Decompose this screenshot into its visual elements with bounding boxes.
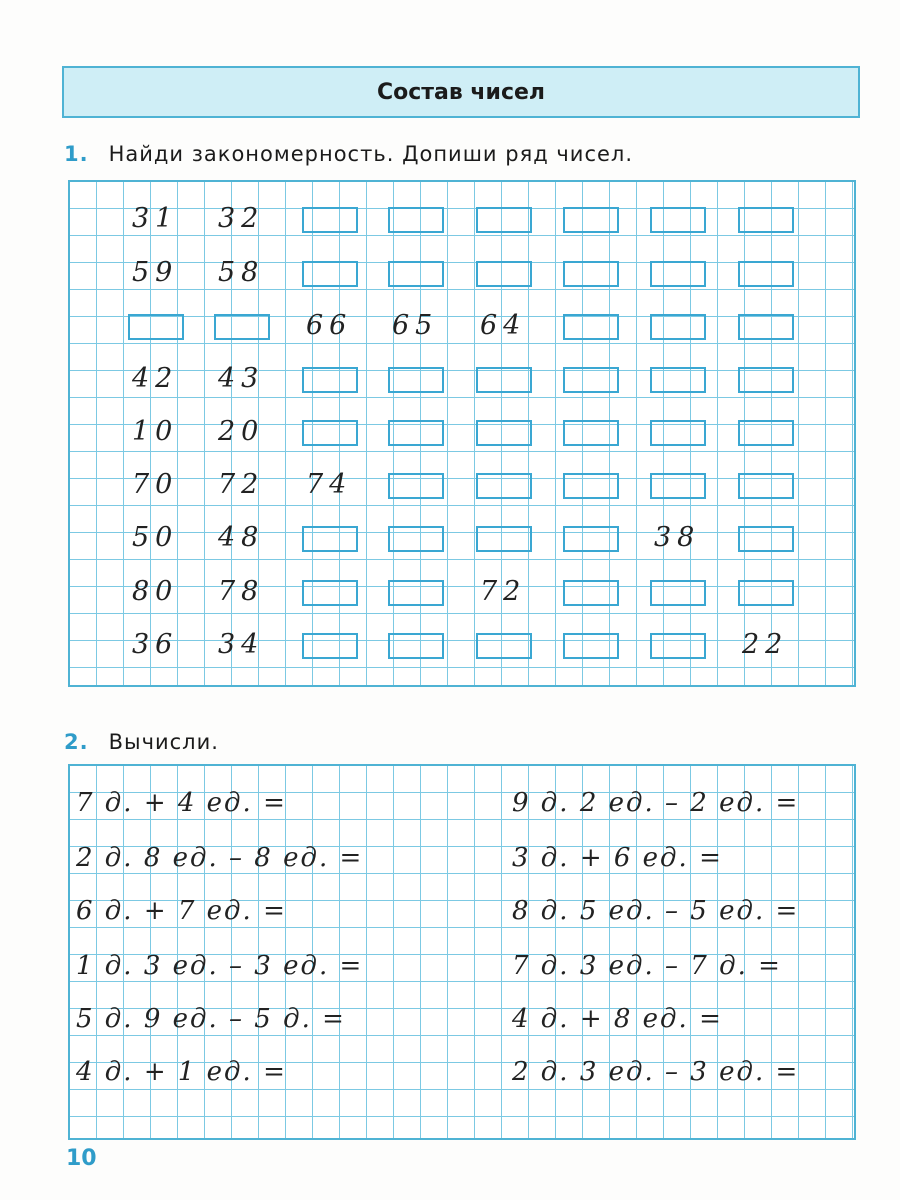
answer-box[interactable] xyxy=(650,367,706,393)
page-title: Состав чисел xyxy=(376,79,546,105)
answer-box[interactable] xyxy=(476,367,532,393)
answer-box[interactable] xyxy=(563,261,619,287)
task-2-number: 2. xyxy=(64,730,89,754)
expression-left: 1 д. 3 ед. – 3 ед. = xyxy=(76,951,364,981)
answer-box[interactable] xyxy=(650,261,706,287)
answer-box[interactable] xyxy=(650,473,706,499)
sequence-number: 72 xyxy=(480,576,527,607)
expression-left: 5 д. 9 ед. – 5 д. = xyxy=(76,1004,346,1034)
answer-box[interactable] xyxy=(128,314,184,340)
sequence-number: 64 xyxy=(480,310,527,341)
answer-box[interactable] xyxy=(388,473,444,499)
sequence-number: 48 xyxy=(218,522,265,553)
page-number: 10 xyxy=(66,1146,97,1171)
sequence-number: 34 xyxy=(218,629,265,660)
sequence-number: 22 xyxy=(742,629,789,660)
answer-box[interactable] xyxy=(388,207,444,233)
sequence-number: 20 xyxy=(218,416,265,447)
answer-box[interactable] xyxy=(650,207,706,233)
answer-box[interactable] xyxy=(650,633,706,659)
answer-box[interactable] xyxy=(563,473,619,499)
sequence-number: 58 xyxy=(218,257,265,288)
answer-box[interactable] xyxy=(302,633,358,659)
answer-box[interactable] xyxy=(563,420,619,446)
expression-right: 7 д. 3 ед. – 7 д. = xyxy=(512,951,782,981)
sequence-number: 59 xyxy=(132,257,179,288)
answer-box[interactable] xyxy=(563,633,619,659)
sequence-number: 42 xyxy=(132,363,179,394)
answer-box[interactable] xyxy=(563,207,619,233)
sequence-number: 78 xyxy=(218,576,265,607)
sequence-number: 66 xyxy=(306,310,353,341)
answer-box[interactable] xyxy=(650,314,706,340)
answer-box[interactable] xyxy=(302,580,358,606)
sequence-number: 10 xyxy=(132,416,179,447)
task-1-heading xyxy=(64,142,633,166)
expression-left: 2 д. 8 ед. – 8 ед. = xyxy=(76,843,364,873)
answer-box[interactable] xyxy=(476,261,532,287)
expression-left: 7 д. + 4 ед. = xyxy=(76,788,287,818)
expression-right: 9 д. 2 ед. – 2 ед. = xyxy=(512,788,800,818)
sequence-number: 31 xyxy=(132,203,179,234)
answer-box[interactable] xyxy=(302,420,358,446)
expression-right: 8 д. 5 ед. – 5 ед. = xyxy=(512,896,800,926)
answer-box[interactable] xyxy=(563,526,619,552)
sequence-number: 43 xyxy=(218,363,265,394)
sequence-number: 72 xyxy=(218,469,265,500)
answer-box[interactable] xyxy=(563,580,619,606)
answer-box[interactable] xyxy=(302,526,358,552)
expression-left: 6 д. + 7 ед. = xyxy=(76,896,287,926)
answer-box[interactable] xyxy=(476,633,532,659)
answer-box[interactable] xyxy=(738,580,794,606)
expression-left: 4 д. + 1 ед. = xyxy=(76,1057,287,1087)
answer-box[interactable] xyxy=(388,420,444,446)
answer-box[interactable] xyxy=(738,367,794,393)
task-1-instruction: Найди закономерность. Допиши ряд чисел. xyxy=(108,142,634,166)
answer-box[interactable] xyxy=(214,314,270,340)
sequence-number: 70 xyxy=(132,469,179,500)
sequence-number: 50 xyxy=(132,522,179,553)
sequence-number: 36 xyxy=(132,629,179,660)
task-1-number: 1. xyxy=(64,142,89,166)
answer-box[interactable] xyxy=(738,420,794,446)
answer-box[interactable] xyxy=(388,261,444,287)
answer-box[interactable] xyxy=(302,207,358,233)
sequence-number: 65 xyxy=(392,310,439,341)
sequence-number: 32 xyxy=(218,203,265,234)
answer-box[interactable] xyxy=(738,526,794,552)
answer-box[interactable] xyxy=(388,633,444,659)
task-2-instruction: Вычисли. xyxy=(108,730,219,754)
sequence-number: 80 xyxy=(132,576,179,607)
answer-box[interactable] xyxy=(738,314,794,340)
answer-box[interactable] xyxy=(476,473,532,499)
answer-box[interactable] xyxy=(738,207,794,233)
sequence-number: 38 xyxy=(654,522,701,553)
title-bar xyxy=(62,66,860,118)
answer-box[interactable] xyxy=(650,420,706,446)
answer-box[interactable] xyxy=(388,367,444,393)
answer-box[interactable] xyxy=(476,526,532,552)
answer-box[interactable] xyxy=(738,261,794,287)
answer-box[interactable] xyxy=(650,580,706,606)
answer-box[interactable] xyxy=(302,261,358,287)
sequence-number: 74 xyxy=(306,469,353,500)
task-2-heading xyxy=(64,730,219,754)
answer-box[interactable] xyxy=(738,473,794,499)
answer-box[interactable] xyxy=(563,314,619,340)
answer-box[interactable] xyxy=(476,420,532,446)
expression-right: 4 д. + 8 ед. = xyxy=(512,1004,723,1034)
answer-box[interactable] xyxy=(388,580,444,606)
answer-box[interactable] xyxy=(302,367,358,393)
answer-box[interactable] xyxy=(388,526,444,552)
answer-box[interactable] xyxy=(563,367,619,393)
answer-box[interactable] xyxy=(476,207,532,233)
expression-right: 2 д. 3 ед. – 3 ед. = xyxy=(512,1057,800,1087)
expression-right: 3 д. + 6 ед. = xyxy=(512,843,723,873)
